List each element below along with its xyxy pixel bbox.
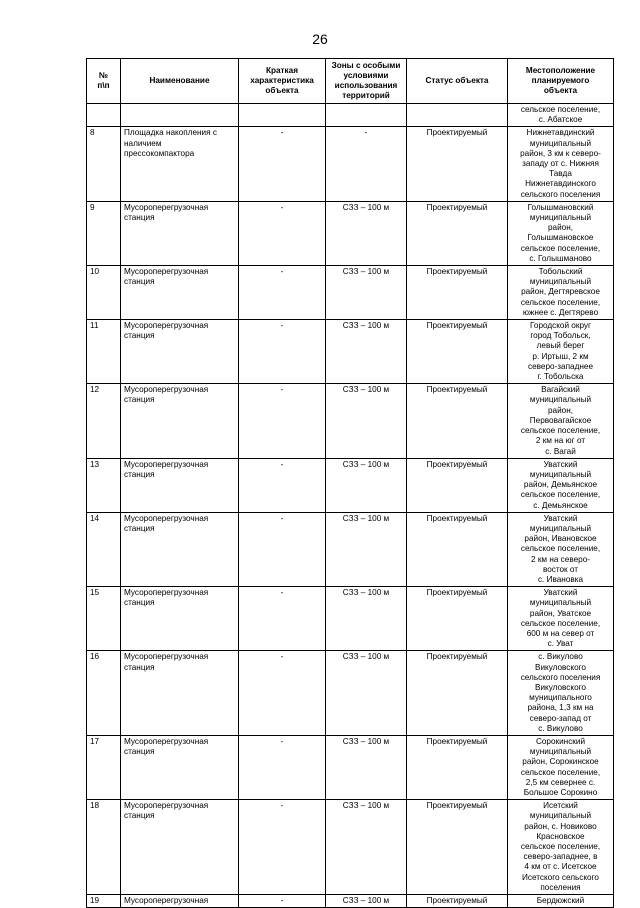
header-num: № п\п (87, 59, 121, 104)
cell-status: Проектируемый (407, 384, 508, 458)
cell-name: Площадка накопления с наличием прессокомпактора (121, 127, 239, 201)
table-row (87, 587, 614, 651)
cell-zones: СЗЗ – 100 м (326, 458, 407, 512)
cell-status: Проектируемый (407, 895, 508, 908)
cell-name: Мусороперегрузочная станция (121, 320, 239, 384)
table-row (87, 895, 614, 908)
cell-num: 12 (87, 384, 121, 458)
cell-num: 11 (87, 320, 121, 384)
header-location: Местоположение планируемого объекта (508, 59, 614, 104)
cell-name: Мусороперегрузочная станция (121, 512, 239, 586)
cell-characteristic: - (239, 458, 326, 512)
cell-name: Мусороперегрузочная станция (121, 735, 239, 799)
cell-num (87, 104, 121, 127)
cell-num: 10 (87, 266, 121, 320)
cell-location: Уватский муниципальный район, Ивановское сельское поселение, 2 км на северо- восток от с. Ивановка (508, 512, 614, 586)
table-row (87, 201, 614, 265)
cell-name: Мусороперегрузочная станция (121, 800, 239, 895)
cell-characteristic: - (239, 735, 326, 799)
cell-characteristic: - (239, 512, 326, 586)
cell-location: с. Викулово Викуловского сельского поселения Викуловского муниципального района, 1,3 км на северо-запад от с. Викулово (508, 651, 614, 736)
cell-num: 15 (87, 587, 121, 651)
cell-status: Проектируемый (407, 266, 508, 320)
cell-num: 9 (87, 201, 121, 265)
cell-zones: СЗЗ – 100 м (326, 512, 407, 586)
cell-status: Проектируемый (407, 320, 508, 384)
table-row (87, 512, 614, 586)
cell-characteristic: - (239, 384, 326, 458)
cell-name (121, 104, 239, 127)
cell-characteristic: - (239, 651, 326, 736)
cell-zones: СЗЗ – 100 м (326, 895, 407, 908)
cell-status: Проектируемый (407, 201, 508, 265)
cell-num: 18 (87, 800, 121, 895)
table-row (87, 266, 614, 320)
cell-characteristic: - (239, 587, 326, 651)
table-row (87, 735, 614, 799)
table-row (87, 104, 614, 127)
header-zones: Зоны с особыми условиями использования территорий (326, 59, 407, 104)
cell-location: Уватский муниципальный район, Демьянское сельское поселение, с. Демьянское (508, 458, 614, 512)
cell-status: Проектируемый (407, 127, 508, 201)
cell-location: Вагайский муниципальный район, Первовагайское сельское поселение, 2 км на юг от с. Вагай (508, 384, 614, 458)
cell-name: Мусороперегрузочная станция (121, 201, 239, 265)
objects-table (86, 58, 614, 908)
cell-characteristic: - (239, 201, 326, 265)
cell-zones: СЗЗ – 100 м (326, 735, 407, 799)
cell-characteristic: - (239, 895, 326, 908)
header-status: Статус объекта (407, 59, 508, 104)
cell-zones (326, 104, 407, 127)
cell-name: Мусороперегрузочная станция (121, 587, 239, 651)
cell-location: Исетский муниципальный район, с. Новиково Красновское сельское поселение, северо-западнее, в 4 км от с. Исетское Исетского сельского поселения (508, 800, 614, 895)
cell-location: Городской округ город Тобольск, левый берег р. Иртыш, 2 км северо-западнее г. Тобольска (508, 320, 614, 384)
cell-zones: СЗЗ – 100 м (326, 651, 407, 736)
table-header-row (87, 59, 614, 104)
cell-characteristic: - (239, 127, 326, 201)
cell-characteristic: - (239, 800, 326, 895)
cell-num: 8 (87, 127, 121, 201)
cell-num: 16 (87, 651, 121, 736)
cell-zones: - (326, 127, 407, 201)
table-row (87, 800, 614, 895)
cell-zones: СЗЗ – 100 м (326, 201, 407, 265)
cell-zones: СЗЗ – 100 м (326, 266, 407, 320)
table-row (87, 458, 614, 512)
cell-name: Мусороперегрузочная (121, 895, 239, 908)
cell-characteristic: - (239, 320, 326, 384)
cell-location: Сорокинский муниципальный район, Сорокинское сельское поселение, 2,5 км севернее с. Большое Сорокино (508, 735, 614, 799)
cell-num: 17 (87, 735, 121, 799)
header-name: Наименование (121, 59, 239, 104)
cell-characteristic (239, 104, 326, 127)
table-row (87, 127, 614, 201)
cell-num: 19 (87, 895, 121, 908)
cell-location: Бердюжский (508, 895, 614, 908)
table-row (87, 651, 614, 736)
cell-characteristic: - (239, 266, 326, 320)
cell-status: Проектируемый (407, 587, 508, 651)
cell-status: Проектируемый (407, 735, 508, 799)
cell-zones: СЗЗ – 100 м (326, 800, 407, 895)
cell-zones: СЗЗ – 100 м (326, 384, 407, 458)
cell-status (407, 104, 508, 127)
cell-name: Мусороперегрузочная станция (121, 384, 239, 458)
cell-num: 14 (87, 512, 121, 586)
cell-zones: СЗЗ – 100 м (326, 587, 407, 651)
table-row (87, 320, 614, 384)
cell-name: Мусороперегрузочная станция (121, 458, 239, 512)
cell-status: Проектируемый (407, 512, 508, 586)
cell-status: Проектируемый (407, 458, 508, 512)
page-number: 26 (312, 31, 328, 47)
table-row (87, 384, 614, 458)
cell-location: Уватский муниципальный район, Уватское сельское поселение, 600 м на север от с. Уват (508, 587, 614, 651)
cell-zones: СЗЗ – 100 м (326, 320, 407, 384)
cell-location: сельское поселение, с. Абатское (508, 104, 614, 127)
cell-name: Мусороперегрузочная станция (121, 651, 239, 736)
cell-location: Тобольский муниципальный район, Дегтяревское сельское поселение, южнее с. Дегтярево (508, 266, 614, 320)
header-characteristic: Краткая характеристика объекта (239, 59, 326, 104)
cell-status: Проектируемый (407, 651, 508, 736)
cell-location: Голышмановский муниципальный район, Голышмановское сельское поселение, с. Голышманово (508, 201, 614, 265)
cell-num: 13 (87, 458, 121, 512)
cell-name: Мусороперегрузочная станция (121, 266, 239, 320)
cell-status: Проектируемый (407, 800, 508, 895)
cell-location: Нижнетавдинский муниципальный район, 3 км к северо- западу от с. Нижняя Тавда Нижнетавдинского сельского поселения (508, 127, 614, 201)
